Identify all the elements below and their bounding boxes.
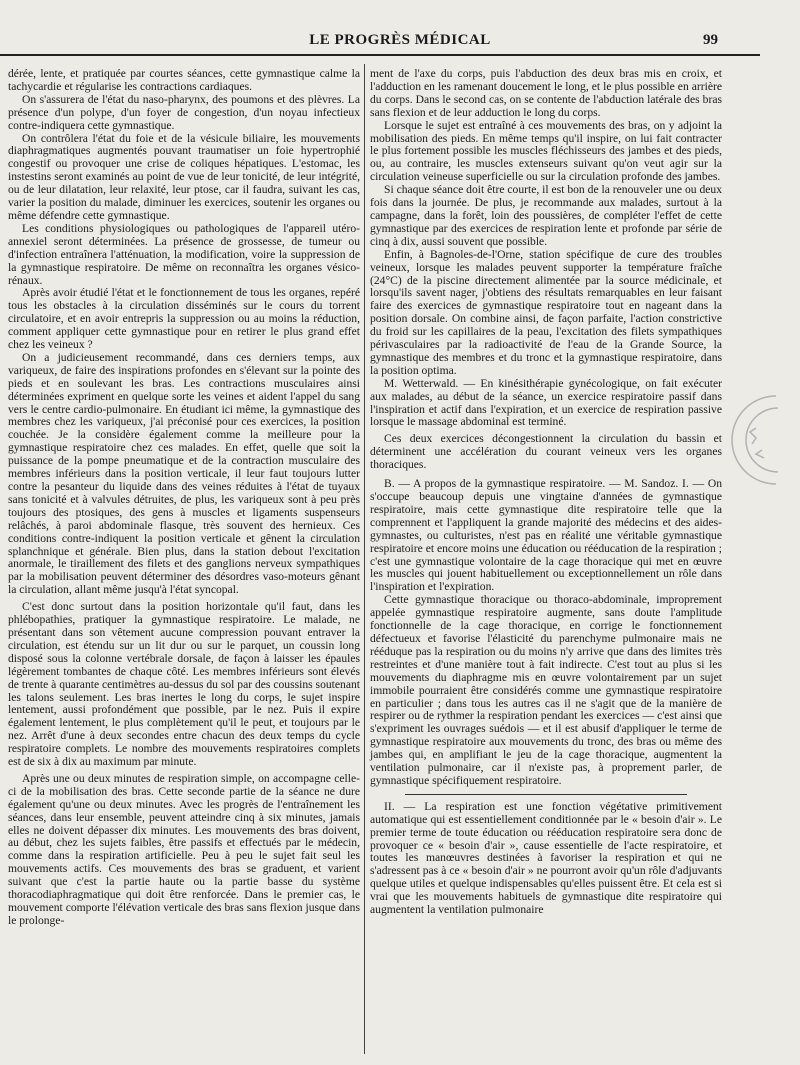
page-header	[0, 30, 800, 56]
paragraph: C'est donc surtout dans la position horizontale qu'il faut, dans les phlébopathies, pratiquer la gymnastique respiratoire. Le malade, ne présentant dans son vêtement aucune compression pouvant entraver la circulation, est étendu sur un lit dur ou sur le parquet, un coussin long disposé sous la colonne vertébrale dorsale, de façon à laisser les épaules légèrement tombantes de chaque côté. Les membres inférieurs sont élevés de trente à quarante centimètres au-dessus du sol par des coussins soutenant les talons seulement. Les bras inertes le long du corps, le sujet inspire lentement, aussi profondément que possible, par le nez. Puis il expire également lentement, le plus complètement qu'il le peut, et toujours par le nez. Arrêt d'une à deux secondes entre chacun des deux temps du cycle respiratoire complets. Le nombre des mouvements respiratoires complets est de six à dix au maximum par minute.	[8, 600, 360, 769]
section-rule	[405, 794, 687, 795]
paragraph: Cette gymnastique thoracique ou thoraco-abdominale, improprement appelée gymnastique respiratoire augmente, sans doute l'amplitude fonctionnelle de la cage thoracique, en corrige le fonctionnement défectueux et favorise l'élasticité du parenchyme pulmonaire mais ne rééduque pas la respiration ou du moins n'y arrive que dans des limites très restreintes et d'une manière tout à fait indirecte. C'est tout au plus si les mouvements du diaphragme mis en œuvre volontairement par un sujet immobile pourraient être considérés comme une gymnastique respiratoire en particulier ; dans tous les autres cas il ne s'agit que de la manière de respirer ou de rythmer la respiration pendant les exercices — c'est ainsi que s'expriment les ouvrages suédois — et il est abusif d'appliquer le terme de gymnastique respiratoire aux mouvements du tronc, des bras ou même des jambes qui, en amplifiant le jeu de la cage thoracique, augmentent la ventilation pulmonaire, car il n'existe pas, à proprement parler, de gymnastique spécifiquement respiratoire.	[370, 593, 722, 787]
paragraph: ment de l'axe du corps, puis l'abduction des deux bras mis en croix, et l'adduction en les ramenant doucement le long, et le plus possible en arrière du corps. Dans le second cas, on se contente de l'abduction latérale des bras sans flexion et de leur adduction le long du corps.	[370, 67, 722, 119]
header-rule	[0, 54, 760, 56]
paragraph: Lorsque le sujet est entraîné à ces mouvements des bras, on y adjoint la mobilisation des pieds. En même temps qu'il inspire, on lui fait contracter le plus fortement possible les muscles fléchisseurs des jambes et des pieds, ou, au contraire, les muscles extenseurs suivant qu'on veut agir sur la circulation veineuse superficielle ou sur la circulation profonde des jambes.	[370, 118, 722, 184]
paragraph: On contrôlera l'état du foie et de la vésicule biliaire, les mouvements diaphragmatiques augmentés pouvant traumatiser un foie hypertrophié congestif ou provoquer une crise de coliques hépatiques. L'estomac, les instestins seront examinés au point de vue de leur tonicité, de leur intégrité, ou de leur dilatation, leur relaxité, leur ptose, car il faudra, suivant les cas, varier la position du malade, diminuer les exercices, soutenir les organes ou même défendre cette gymnastique.	[8, 131, 360, 222]
right-column	[370, 68, 722, 917]
column-divider	[364, 64, 365, 1054]
paragraph: Enfin, à Bagnoles-de-l'Orne, station spécifique de cure des troubles veineux, lorsque les malades peuvent supporter la température fraîche (24°C) de la piscine directement alimentée par la source médicinale, et lorsqu'ils savent nager, j'obtiens des résultats remarquables en leur faisant faire des exercices de gymnastique respiratoire tout en nageant dans la position dorsale. On combine ainsi, de façon parfaite, l'action constrictive du froid sur les capillaires de la peau, l'excitation des filets sympathiques périvasculaires par la radioactivité de l'eau de la Grande Source, la gymnastique des membres et du tronc et la gymnastique respiratoire, dans la position optima.	[370, 247, 722, 377]
paragraph: Si chaque séance doit être courte, il est bon de la renouveler une ou deux fois dans la journée. De plus, je recommande aux malades, surtout à la campagne, dans la forêt, loin des poussières, de compléter l'effet de cette gymnastique par des exercices de respiration lente et profonde par série de cinq à dix, aussi souvent que possible.	[370, 183, 722, 248]
paragraph: Après une ou deux minutes de respiration simple, on accompagne celle-ci de la mobilisation des bras. Cette seconde partie de la séance ne dure également qu'une ou deux minutes. Avec les progrès de l'entraînement les séances, dans leur ensemble, peuvent atteindre cinq à six minutes, jamais elles ne doivent dépasser dix minutes. Les mouvements des bras doivent, au début, chez les sujets faibles, être passifs et effectués par le médecin, comme dans la respiration artificielle. Peu à peu le sujet fait seul les mouvements actifs. Ces mouvements des bras se graduent, et varient suivant que c'est la partie haute ou la partie basse du système thoracodiaphragmatique qui doit être renforcée. Dans le premier cas, le mouvement comporte l'élévation verticale des bras sans flexion jusque dans le prolonge-	[8, 771, 360, 927]
paragraph: B. — A propos de la gymnastique respiratoire. — M. Sandoz. I. — On s'occupe beaucoup depuis une vingtaine d'années de gymnastique respiratoire, mais cette gymnastique dite respiratoire telle que la comprennent et l'appliquent la grande majorité des médecins et des aides-gymnastes, ou culturistes, n'est pas en réalité une véritable gymnastique respiratoire et encore moins une éducation ou rééducation de la respiration ; c'est une gymnastique volontaire de la cage thoracique qui met en œuvre les muscles qui jouent habituellement ou exceptionnellement un rôle dans l'inspiration et l'expiration.	[370, 477, 722, 594]
paragraph: dérée, lente, et pratiquée par courtes séances, cette gymnastique calme la tachycardie et régularise les contractions cardiaques.	[8, 67, 360, 93]
library-stamp	[726, 392, 784, 488]
left-column	[8, 68, 360, 928]
paragraph: Les conditions physiologiques ou pathologiques de l'appareil utéro-annexiel seront déterminées. La présence de grossesse, de tumeur ou d'infection entraînera l'atténuation, la modification, voire la suppression de la gymnastique respiratoire. De même on reconnaîtra les organes vésico-rénaux.	[8, 221, 360, 287]
paragraph: M. Wetterwald. — En kinésithérapie gynécologique, on fait exécuter aux malades, au début de la séance, un exercice respiratoire passif dans l'inspiration et actif dans l'expiration, et un exercice de respiration passive lorsque le massage abdominal est terminé.	[370, 376, 722, 429]
page-number: 99	[703, 32, 718, 48]
journal-title: LE PROGRÈS MÉDICAL	[309, 32, 491, 48]
paragraph: II. — La respiration est une fonction végétative primitivement automatique qui est essentiellement conditionnée par le « besoin d'air ». Le premier terme de toute éducation ou rééducation respiratoire sera donc de provoquer ce « besoin d'air », cause essentielle de l'acte respiratoire, et toutes les manœuvres destinées à favoriser la respiration et qui ne s'adressent pas à ce « besoin d'air » ne pourront avoir qu'un rôle d'adjuvants quelque utiles et quelque indispensables qu'elles puissent être. Et cela est si vrai que les mouvements habituels de gymnastique dite respiratoire qui augmentent la ventilation pulmonaire	[370, 799, 722, 917]
paragraph: On a judicieusement recommandé, dans ces derniers temps, aux variqueux, de faire des inspirations profondes en s'élevant sur la pointe des pieds et en soulevant les bras. Les contractions musculaires ainsi déterminées expriment en quelque sorte les veines et aident l'appel du sang vers le centre cardio-pulmonaire. En étudiant ici même, la gymnastique des membres chez les variqueux, j'ai préconisé pour ces exercices, la position couchée. Je la considère également comme la meilleure pour la gymnastique respiratoire chez ces malades. En effet, quelle que soit la puissance de la pompe pneumatique et de la contraction musculaire des membres inférieurs dans la position verticale, il leur faut toujours lutter contre la pesanteur du liquide dans des veines réduites à l'état de tuyaux sans tonicité et à valvules détruites, de plus, les variqueux sont à peu près toujours des ptosiques, des gens à muscles et ligaments suspenseurs relâchés, à paroi abdominale flasque, très souvent des hernieux. Ces conditions contre-indiquent la position verticale et gênent la circulation splanchnique et générale. Bien plus, dans la station debout l'excitation anormale, le tiraillement des filets et des ganglions nerveux sympathiques par la mobilisation peuvent déterminer des désordres vaso-moteurs gênant la circulation, allant même jusqu'à l'état syncopal.	[8, 350, 360, 597]
paragraph: Après avoir étudié l'état et le fonctionnement de tous les organes, repéré tous les obstacles à la circulation disséminés sur le cours du torrent circulatoire, et en avoir entrepris la suppression ou au moins la réduction, comment appliquer cette gymnastique pour en retirer le plus grand effet chez les veineux ?	[8, 286, 360, 352]
paragraph: On s'assurera de l'état du naso-pharynx, des poumons et des plèvres. La présence d'un polype, d'un foyer de congestion, d'un noyau infectieux contre-indiquera cette gymnastique.	[8, 92, 360, 132]
paragraph: Ces deux exercices décongestionnent la circulation du bassin et déterminent une accélération du courant veineux vers les organes thoraciques.	[370, 432, 722, 472]
